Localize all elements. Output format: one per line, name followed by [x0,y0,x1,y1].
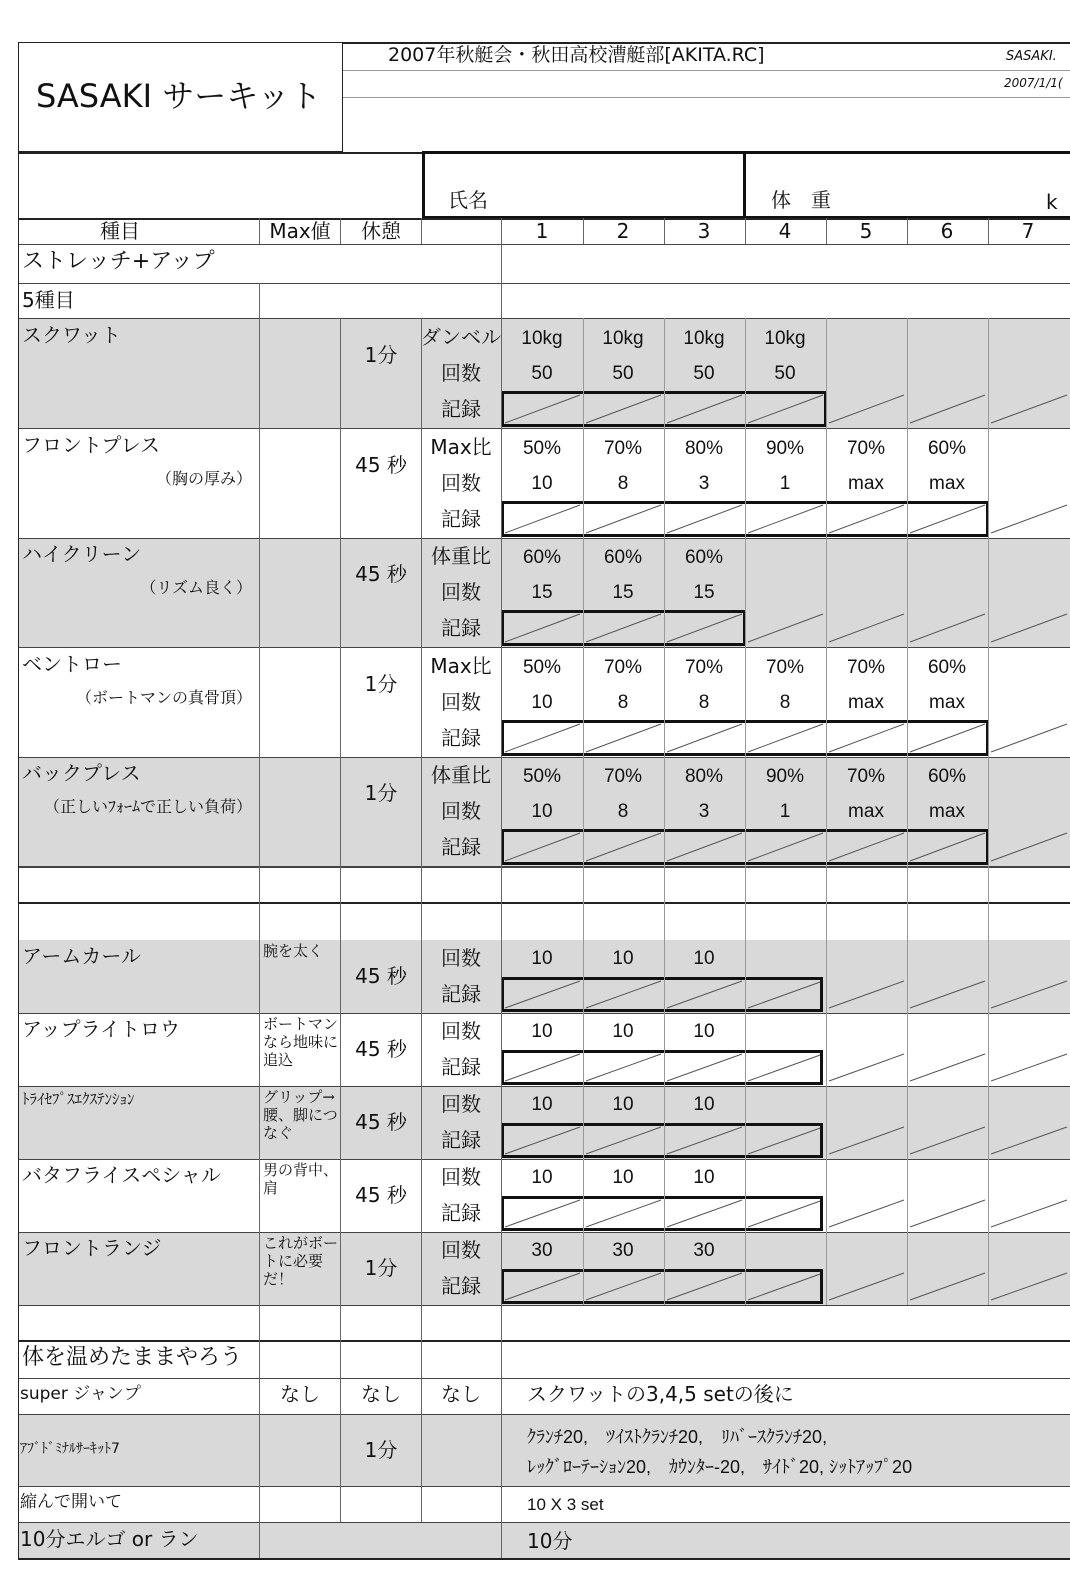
param-value: 50% [522,438,562,459]
reps-value: 50 [531,363,553,384]
finish-jump-param: なし [441,1382,481,1406]
param-label: Max比 [430,654,492,678]
aux-note: これがボートに必要だ！ [263,1234,339,1288]
param-value: 90% [765,438,805,459]
reps-value: 10 [531,1021,553,1042]
param-value: 90% [765,766,805,787]
record-input[interactable] [501,1196,823,1231]
reps-value: max [929,692,965,713]
reps-value: 30 [612,1240,634,1261]
reps-label: 回数 [441,361,481,385]
aux-exercise-name: フロントランジ [22,1236,162,1260]
param-label: ダンベル [420,325,502,349]
col-set-1: 1 [535,219,549,243]
reps-value: max [848,473,884,494]
param-value: 70% [765,657,805,678]
aux-note: 腕を太く [263,942,324,960]
record-label: 記録 [441,726,481,750]
reps-value: 30 [693,1240,715,1261]
rest-time: 1分 [364,343,398,367]
reps-label: 回数 [441,946,481,970]
param-value: 50% [522,766,562,787]
reps-value: 15 [612,582,634,603]
aux-exercise-name: ﾄﾗｲｾﾌﾟｽｴｸｽﾃﾝｼｮﾝ [22,1090,135,1108]
record-label: 記録 [441,982,481,1006]
reps-value: 10 [531,1094,553,1115]
col-set-5: 5 [859,219,873,243]
param-value: 10kg [521,328,563,349]
reps-value: 1 [779,801,791,822]
finish-abs-rest: 1分 [364,1438,398,1462]
reps-value: 8 [779,692,791,713]
exercise-name: スクワット [22,323,121,347]
record-label: 記録 [441,397,481,421]
reps-value: 10 [531,801,553,822]
reps-value: 15 [531,582,553,603]
section-warm: 体を温めたままやろう [22,1345,243,1370]
param-value: 80% [684,766,724,787]
finish-abs-desc2: ﾚｯｸﾞﾛｰﾃｰｼｮﾝ20, ｶｳﾝﾀｰ-20, ｻｲﾄﾞ20, ｼｯﾄｱｯﾌﾟ20 [527,1457,913,1477]
record-label: 記録 [441,1128,481,1152]
section-five: 5種目 [22,288,75,312]
rest-time: 1分 [364,1256,398,1280]
col-set-2: 2 [616,219,630,243]
param-value: 10kg [683,328,725,349]
finish-jump-max: なし [280,1382,320,1406]
record-label: 記録 [441,507,481,531]
record-label: 記録 [441,1055,481,1079]
col-item: 種目 [100,219,140,243]
record-label: 記録 [441,835,481,859]
reps-value: 8 [617,801,629,822]
reps-value: 10 [531,692,553,713]
weight-label: 体 重 [771,188,831,212]
exercise-subtitle: （リズム良く） [140,578,252,597]
finish-abs-desc: ｸﾗﾝﾁ20, ﾂｲｽﾄｸﾗﾝﾁ20, ﾘﾊﾞｰｽｸﾗﾝﾁ20, [527,1427,828,1447]
reps-value: 10 [693,1167,715,1188]
reps-value: 8 [698,692,710,713]
exercise-subtitle: （胸の厚み） [155,469,252,488]
aux-note: 男の背中、肩 [263,1161,339,1197]
record-input[interactable] [501,610,746,646]
reps-label: 回数 [441,580,481,604]
finish-stretch-name: 縮んで開いて [20,1492,122,1512]
reps-value: 10 [693,1021,715,1042]
reps-label: 回数 [441,799,481,823]
finish-ergo-name: 10分エルゴ or ラン [20,1527,199,1551]
aux-exercise-name: バタフライスペシャル [22,1163,221,1187]
param-value: 70% [846,657,886,678]
param-value: 10kg [602,328,644,349]
exercise-name: ハイクリーン [22,542,142,566]
param-value: 70% [603,438,643,459]
rest-time: 45 秒 [355,453,407,477]
reps-value: max [848,801,884,822]
record-label: 記録 [441,1201,481,1225]
rest-time: 1分 [364,781,398,805]
col-set-4: 4 [778,219,792,243]
record-input[interactable] [501,977,823,1012]
reps-label: 回数 [441,690,481,714]
param-value: 60% [603,547,643,568]
reps-value: 50 [612,363,634,384]
param-value: 70% [846,766,886,787]
exercise-name: ベントロー [22,652,122,676]
finish-ergo-desc: 10分 [527,1529,573,1553]
exercise-name: フロントプレス [22,433,160,457]
finish-stretch-desc: 10 X 3 set [527,1495,604,1514]
rest-time: 45 秒 [355,964,407,988]
event-title: 2007年秋艇会・秋田高校漕艇部[AKITA.RC] [388,44,765,66]
rest-time: 45 秒 [355,1110,407,1134]
reps-value: 50 [774,363,796,384]
col-set-6: 6 [940,219,954,243]
param-value: 70% [846,438,886,459]
reps-label: 回数 [441,1019,481,1043]
param-value: 60% [684,547,724,568]
aux-exercise-name: アップライトロウ [22,1017,180,1041]
reps-value: 50 [693,363,715,384]
param-value: 60% [927,438,967,459]
reps-label: 回数 [441,1165,481,1189]
exercise-subtitle: （正しいﾌｫｰﾑで正しい負荷） [43,797,252,816]
page-title: SASAKI サーキット [36,77,322,115]
reps-label: 回数 [441,471,481,495]
col-set-3: 3 [697,219,711,243]
param-value: 60% [522,547,562,568]
reps-label: 回数 [441,1238,481,1262]
param-value: 70% [684,657,724,678]
record-input[interactable] [501,1269,823,1304]
reps-value: 15 [693,582,715,603]
record-label: 記録 [441,1274,481,1298]
name-label: 氏名 [448,188,488,212]
reps-value: 10 [612,948,634,969]
aux-exercise-name: アームカール [22,944,141,968]
reps-value: 30 [531,1240,553,1261]
reps-value: 10 [531,473,553,494]
section-stretch: ストレッチ+アップ [22,249,215,274]
reps-value: 10 [531,948,553,969]
record-label: 記録 [441,616,481,640]
aux-note: グリップ→腰、脚につなぐ [263,1088,338,1142]
reps-value: max [929,473,965,494]
reps-value: 3 [698,801,710,822]
param-value: 70% [603,766,643,787]
param-value: 10kg [764,328,806,349]
reps-value: 10 [612,1021,634,1042]
param-value: 70% [603,657,643,678]
doc-code: SASAKI. [1006,49,1057,64]
param-label: Max比 [430,435,492,459]
col-rest: 休憩 [361,219,401,243]
finish-jump-name: super ジャンプ [20,1384,141,1404]
reps-label: 回数 [441,1092,481,1116]
reps-value: max [848,692,884,713]
finish-jump-rest: なし [361,1382,401,1406]
aux-note: ボートマンなら地味に追込 [263,1015,339,1069]
reps-value: 1 [779,473,791,494]
reps-value: 10 [693,948,715,969]
reps-value: 10 [531,1167,553,1188]
record-input[interactable] [501,1123,823,1158]
reps-value: 10 [693,1094,715,1115]
rest-time: 45 秒 [355,562,407,586]
param-value: 50% [522,657,562,678]
col-max: Max値 [269,219,331,243]
finish-abs-name: ｱﾌﾞﾄﾞﾐﾅﾙｻｰｷｯﾄ7 [20,1441,120,1457]
param-label: 体重比 [431,763,491,787]
reps-value: 8 [617,473,629,494]
exercise-name: バックプレス [22,761,141,785]
rest-time: 45 秒 [355,1183,407,1207]
finish-jump-desc: スクワットの3,4,5 setの後に [527,1382,794,1406]
doc-date: 2007/1/1( [1004,76,1063,90]
param-label: 体重比 [431,544,491,568]
weight-unit: k [1046,190,1058,214]
exercise-subtitle: （ボートマンの真骨頂） [75,688,252,707]
reps-value: 10 [612,1167,634,1188]
reps-value: max [929,801,965,822]
param-value: 60% [927,657,967,678]
reps-value: 3 [698,473,710,494]
param-value: 80% [684,438,724,459]
reps-value: 8 [617,692,629,713]
rest-time: 45 秒 [355,1037,407,1061]
reps-value: 10 [612,1094,634,1115]
record-input[interactable] [501,1050,823,1085]
param-value: 60% [927,766,967,787]
rest-time: 1分 [364,672,398,696]
col-set-7: 7 [1021,219,1035,243]
